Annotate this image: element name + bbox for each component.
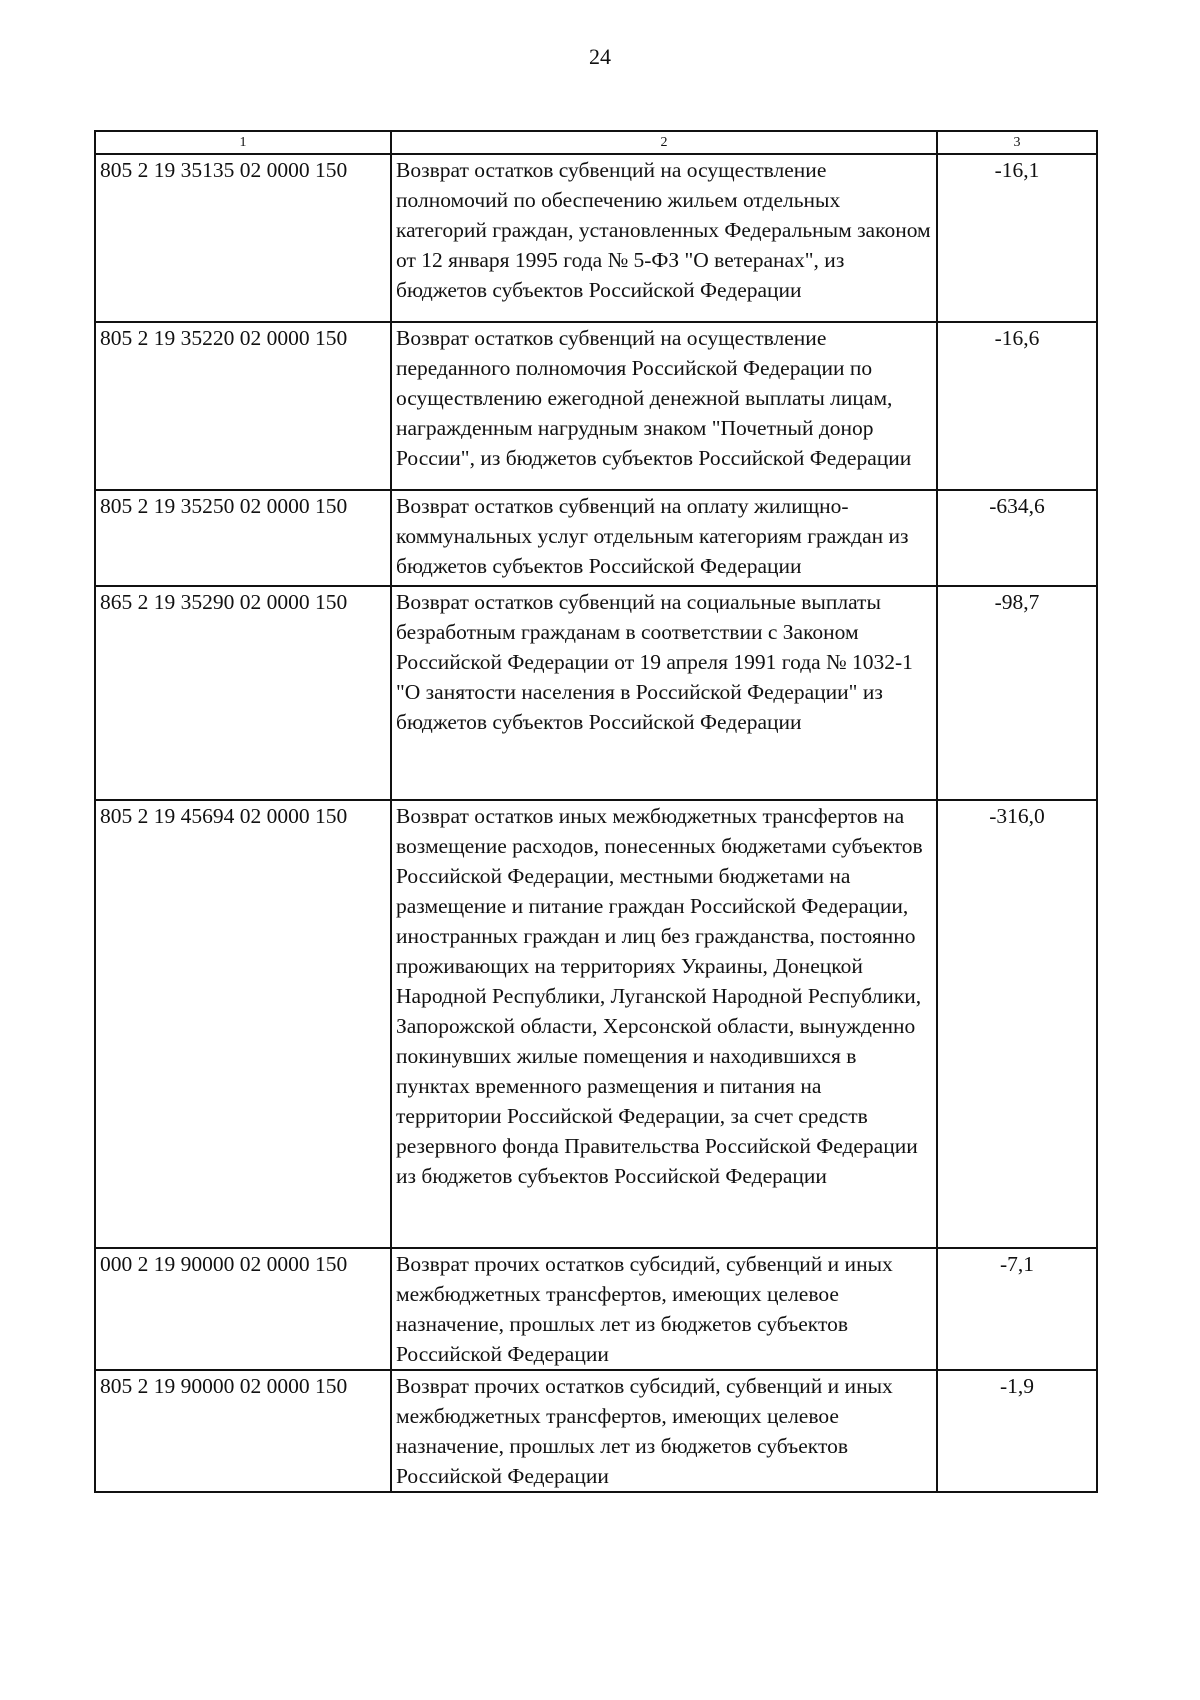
budget-code-cell: 805 2 19 35135 02 0000 150: [95, 154, 391, 322]
budget-table: [94, 130, 1098, 1493]
budget-code-cell: 805 2 19 45694 02 0000 150: [95, 800, 391, 1248]
table-row: [95, 154, 1097, 322]
table-row: [95, 322, 1097, 490]
description-cell: Возврат остатков субвенций на осуществление переданного полномочия Российской Федерации по осуществлению ежегодной денежной выплаты лицам, награжденным нагрудным знаком "Почетный донор России", из бюджетов субъектов Российской Федерации: [391, 322, 937, 490]
budget-code-cell: 865 2 19 35290 02 0000 150: [95, 586, 391, 800]
amount-cell: -16,1: [937, 154, 1097, 322]
description-cell: Возврат остатков субвенций на социальные выплаты безработным гражданам в соответствии с Законом Российской Федерации от 19 апреля 1991 года № 1032-1 "О занятости населения в Российской Федерации" из бюджетов субъектов Российской Федерации: [391, 586, 937, 800]
budget-code-cell: 805 2 19 90000 02 0000 150: [95, 1370, 391, 1492]
amount-cell: -98,7: [937, 586, 1097, 800]
header-row: [95, 131, 1097, 154]
amount-cell: -634,6: [937, 490, 1097, 586]
amount-cell: -1,9: [937, 1370, 1097, 1492]
table-row: [95, 1370, 1097, 1492]
table-header: [95, 131, 1097, 154]
amount-cell: -7,1: [937, 1248, 1097, 1370]
table-row: [95, 586, 1097, 800]
table-row: [95, 1248, 1097, 1370]
table-row: [95, 800, 1097, 1248]
description-cell: Возврат прочих остатков субсидий, субвенций и иных межбюджетных трансфертов, имеющих целевое назначение, прошлых лет из бюджетов субъектов Российской Федерации: [391, 1248, 937, 1370]
budget-code-cell: 805 2 19 35250 02 0000 150: [95, 490, 391, 586]
budget-code-cell: 805 2 19 35220 02 0000 150: [95, 322, 391, 490]
header-col-1: 1: [95, 131, 391, 154]
page-number: 24: [589, 44, 611, 69]
description-cell: Возврат остатков иных межбюджетных трансфертов на возмещение расходов, понесенных бюджетами субъектов Российской Федерации, местными бюджетами на размещение и питание граждан Российской Федерации, иностранных граждан и лиц без гражданства, постоянно проживающих на территориях Украины, Донецкой Народной Республики, Луганской Народной Республики, Запорожской области, Херсонской области, вынужденно покинувших жилые помещения и находившихся в пунктах временного размещения и питания на территории Российской Федерации, за счет средств резервного фонда Правительства Российской Федерации из бюджетов субъектов Российской Федерации: [391, 800, 937, 1248]
budget-code-cell: 000 2 19 90000 02 0000 150: [95, 1248, 391, 1370]
table-row: [95, 490, 1097, 586]
description-cell: Возврат остатков субвенций на оплату жилищно-коммунальных услуг отдельным категориям граждан из бюджетов субъектов Российской Федерации: [391, 490, 937, 586]
header-col-3: 3: [937, 131, 1097, 154]
description-cell: Возврат остатков субвенций на осуществление полномочий по обеспечению жильем отдельных категорий граждан, установленных Федеральным законом от 12 января 1995 года № 5-ФЗ "О ветеранах", из бюджетов субъектов Российской Федерации: [391, 154, 937, 322]
amount-cell: -16,6: [937, 322, 1097, 490]
header-col-2: 2: [391, 131, 937, 154]
description-cell: Возврат прочих остатков субсидий, субвенций и иных межбюджетных трансфертов, имеющих целевое назначение, прошлых лет из бюджетов субъектов Российской Федерации: [391, 1370, 937, 1492]
table-body: [95, 154, 1097, 1492]
amount-cell: -316,0: [937, 800, 1097, 1248]
